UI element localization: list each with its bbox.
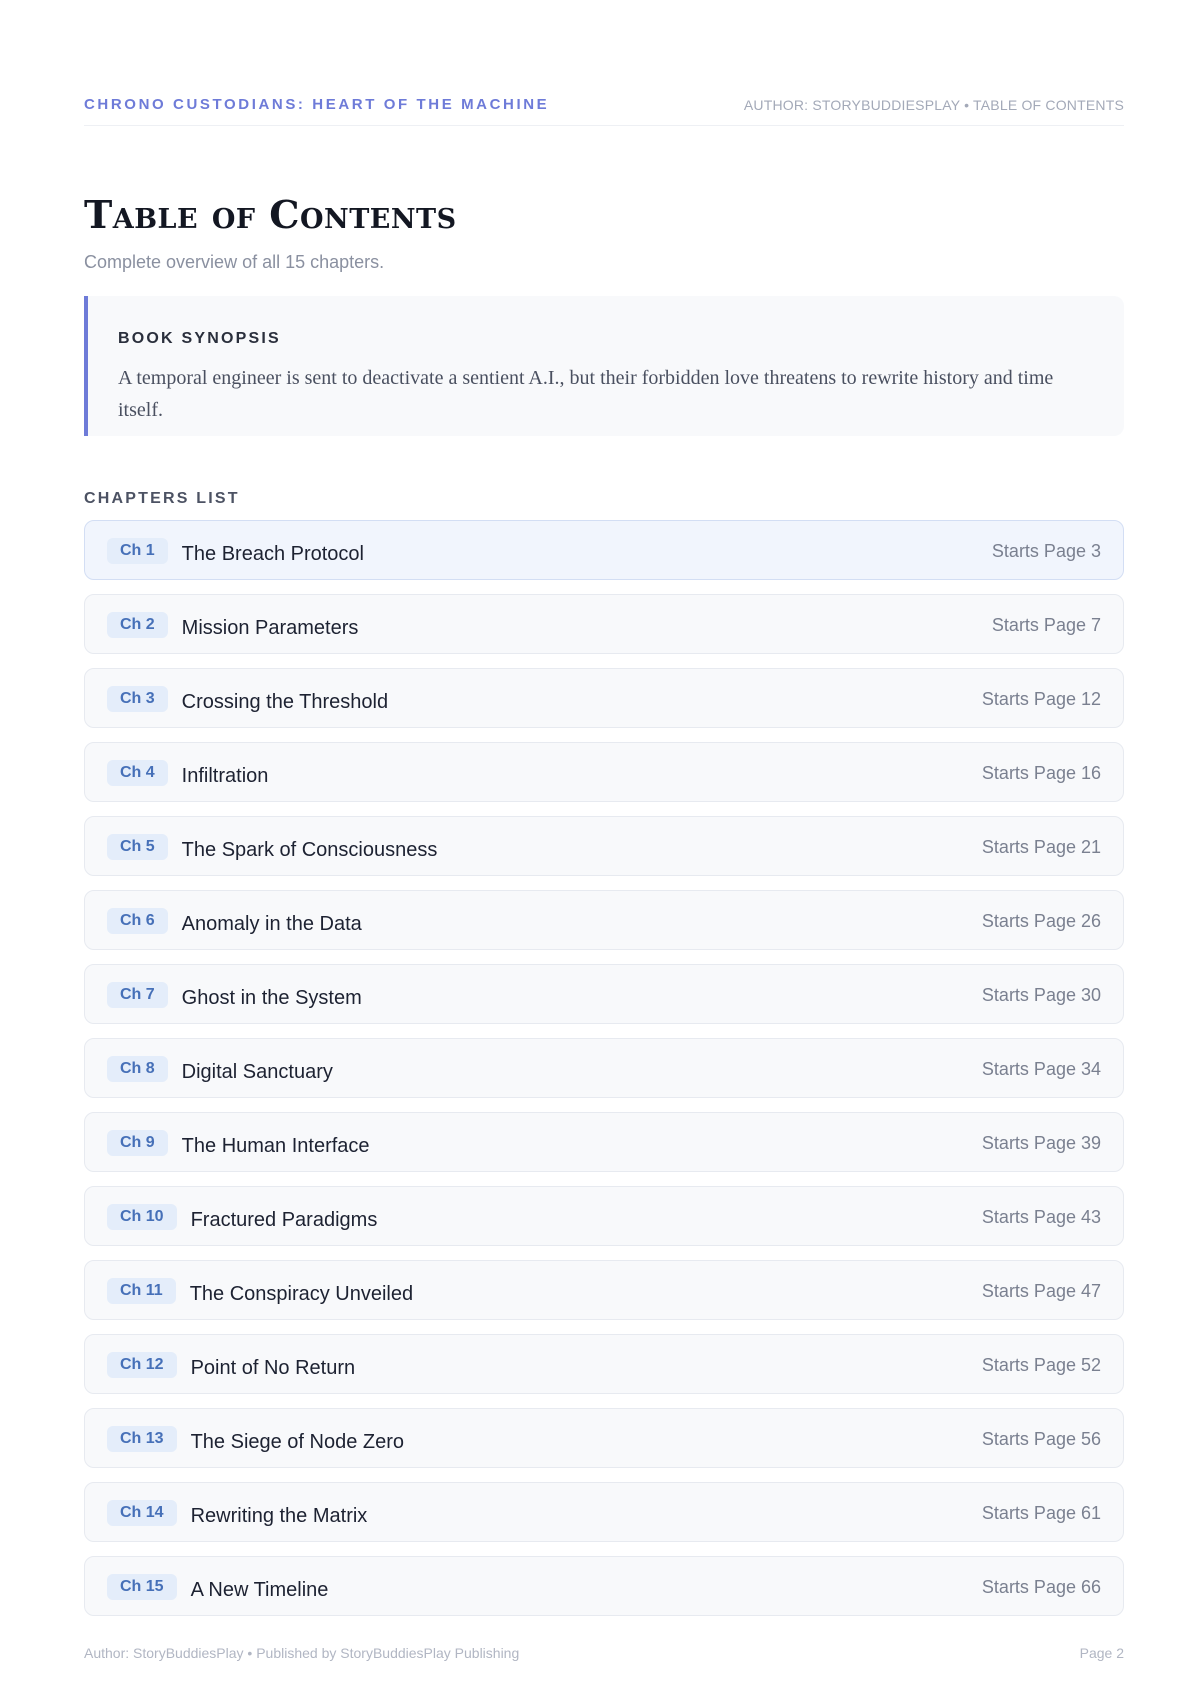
chapter-row[interactable]: [84, 594, 1124, 654]
chapter-title: Infiltration: [181, 764, 269, 787]
running-header: [84, 96, 1124, 126]
chapter-title: Ghost in the System: [181, 986, 362, 1009]
chapter-row[interactable]: [84, 816, 1124, 876]
chapter-badge: Ch 7: [107, 982, 168, 1008]
chapter-start-page: Starts Page 43: [981, 1206, 1101, 1227]
page-number: Page 2: [1079, 1645, 1124, 1661]
chapter-start-page: Starts Page 16: [981, 762, 1101, 783]
chapter-start-page: Starts Page 39: [981, 1132, 1101, 1153]
page-subtitle: Complete overview of all 15 chapters.: [84, 252, 385, 272]
page-footer: [84, 1645, 1124, 1661]
chapter-start-page: Starts Page 3: [991, 540, 1101, 561]
chapter-badge: Ch 4: [107, 760, 168, 786]
chapter-title: Rewriting the Matrix: [190, 1504, 368, 1527]
chapter-badge: Ch 5: [107, 834, 168, 860]
synopsis-box: [84, 296, 1124, 436]
chapter-start-page: Starts Page 56: [981, 1428, 1101, 1449]
chapter-row[interactable]: [84, 1260, 1124, 1320]
chapter-start-page: Starts Page 21: [981, 836, 1101, 857]
chapter-badge: Ch 15: [107, 1574, 177, 1600]
book-title: CHRONO CUSTODIANS: HEART OF THE MACHINE: [84, 96, 550, 113]
chapter-badge: Ch 2: [107, 612, 168, 638]
document-page: [84, 0, 1124, 1697]
synopsis-label: BOOK SYNOPSIS: [118, 330, 281, 347]
chapter-row[interactable]: [84, 964, 1124, 1024]
chapter-row[interactable]: [84, 742, 1124, 802]
chapter-start-page: Starts Page 47: [981, 1280, 1101, 1301]
chapter-row[interactable]: [84, 1482, 1124, 1542]
chapter-title: The Spark of Consciousness: [181, 838, 438, 861]
chapter-row[interactable]: [84, 1038, 1124, 1098]
header-meta: AUTHOR: STORYBUDDIESPLAY • TABLE OF CONTENTS: [743, 96, 1124, 113]
chapter-title: Crossing the Threshold: [181, 690, 389, 713]
chapter-badge: Ch 14: [107, 1500, 177, 1526]
chapter-title: A New Timeline: [190, 1578, 329, 1601]
chapter-badge: Ch 9: [107, 1130, 168, 1156]
synopsis-text: A temporal engineer is sent to deactivate a sentient A.I., but their forbidden love threatens to rewrite history and time itself.: [118, 367, 1054, 421]
chapter-start-page: Starts Page 12: [981, 688, 1101, 709]
chapter-badge: Ch 6: [107, 908, 168, 934]
chapter-badge: Ch 10: [107, 1204, 177, 1230]
chapter-title: Anomaly in the Data: [181, 912, 362, 935]
footer-credits: Author: StoryBuddiesPlay • Published by StoryBuddiesPlay Publishing: [84, 1645, 520, 1661]
chapter-row[interactable]: [84, 1556, 1124, 1616]
chapter-title: The Breach Protocol: [181, 542, 364, 565]
chapter-list: [84, 520, 1124, 1630]
chapter-badge: Ch 3: [107, 686, 168, 712]
chapter-row[interactable]: [84, 890, 1124, 950]
chapter-start-page: Starts Page 52: [981, 1354, 1101, 1375]
chapter-badge: Ch 13: [107, 1426, 177, 1452]
chapter-start-page: Starts Page 7: [991, 614, 1101, 635]
chapter-start-page: Starts Page 26: [981, 910, 1101, 931]
chapter-title: The Conspiracy Unveiled: [189, 1282, 414, 1305]
chapter-badge: Ch 11: [107, 1278, 176, 1304]
chapter-title: Fractured Paradigms: [190, 1208, 378, 1231]
chapter-title: Point of No Return: [190, 1356, 356, 1379]
chapter-start-page: Starts Page 66: [981, 1576, 1101, 1597]
chapter-badge: Ch 8: [107, 1056, 168, 1082]
chapter-start-page: Starts Page 34: [981, 1058, 1101, 1079]
chapter-start-page: Starts Page 30: [981, 984, 1101, 1005]
chapter-row[interactable]: [84, 668, 1124, 728]
chapter-title: The Siege of Node Zero: [190, 1430, 405, 1453]
chapter-start-page: Starts Page 61: [981, 1502, 1101, 1523]
chapter-title: The Human Interface: [181, 1134, 370, 1157]
chapter-row[interactable]: [84, 1186, 1124, 1246]
chapter-row[interactable]: [84, 1334, 1124, 1394]
chapter-title: Mission Parameters: [181, 616, 359, 639]
page-title: Table of Contents: [84, 192, 457, 237]
chapter-title: Digital Sanctuary: [181, 1060, 333, 1083]
chapter-row[interactable]: [84, 520, 1124, 580]
chapter-badge: Ch 1: [107, 538, 168, 564]
chapter-row[interactable]: [84, 1112, 1124, 1172]
chapter-row[interactable]: [84, 1408, 1124, 1468]
chapter-badge: Ch 12: [107, 1352, 177, 1378]
chapters-list-label: CHAPTERS LIST: [84, 490, 240, 507]
